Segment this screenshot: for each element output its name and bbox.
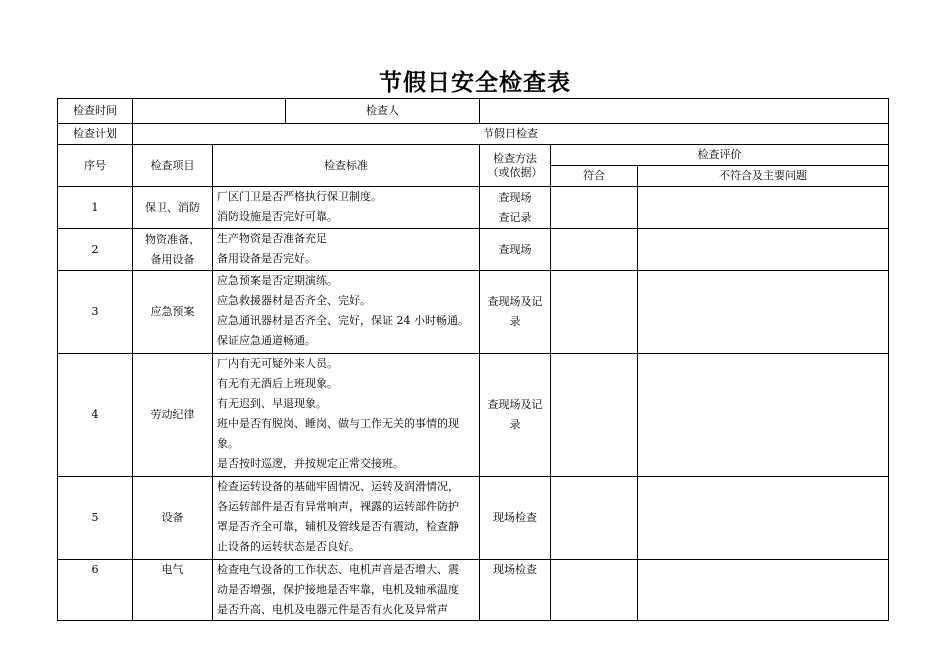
row-number: 3 (58, 271, 133, 354)
text-line: 保证应急通道畅通。 (217, 334, 316, 347)
text-line: 检查运转设备的基础牢固情况、运转及润滑情况， (217, 480, 459, 493)
text-line: 备用设备是否完好。 (217, 252, 316, 265)
text-line: 查现场 (498, 190, 532, 204)
text-line: 设备 (161, 511, 184, 524)
row-conform-cell[interactable] (551, 187, 638, 229)
text-line: 备用设备 (150, 252, 195, 266)
row-conform-cell[interactable] (551, 229, 638, 271)
text-line: 象。 (217, 437, 239, 450)
row-standard (213, 354, 480, 477)
text-line: 罩是否齐全可靠，辅机及管线是否有震动，检查静 (217, 520, 459, 533)
header-standard: 检查标准 (213, 145, 480, 187)
row-standard (213, 560, 480, 621)
row-nonconform-cell[interactable] (638, 271, 889, 354)
text-line: 应急救援器材是否齐全、完好。 (217, 294, 371, 307)
row-method (480, 560, 551, 621)
table-row (58, 560, 889, 621)
plan-label: 检查计划 (58, 124, 133, 145)
table-row (58, 187, 889, 229)
table-row (58, 477, 889, 560)
text-line: 录 (509, 418, 521, 431)
text-line: 物资准备、 (145, 232, 200, 246)
row-number: 4 (58, 354, 133, 477)
text-line: 应急预案 (150, 305, 195, 318)
info-row-time (58, 99, 889, 124)
header-evaluation: 检查评价 (551, 145, 889, 166)
text-line: 查现场 (498, 242, 532, 256)
text-line: 消防设施是否完好可靠。 (217, 210, 338, 223)
text-line: 应急预案是否定期演练。 (217, 274, 338, 287)
header-conform: 符合 (551, 166, 638, 187)
text-line: 动是否增强，保护接地是否牢靠，电机及轴承温度 (217, 583, 459, 596)
text-line: 保卫、消防 (145, 200, 200, 214)
text-line: 班中是否有脱岗、睡岗、做与工作无关的事情的现 (217, 417, 459, 430)
inspection-table (57, 98, 889, 621)
row-item (133, 477, 213, 560)
plan-value: 节假日检查 (133, 124, 889, 145)
time-value[interactable] (133, 99, 286, 124)
row-method (480, 271, 551, 354)
text-line: 有无迟到、早退现象。 (217, 397, 327, 410)
text-line: 是否按时巡逻，并按规定正常交接班。 (217, 457, 404, 470)
text-line: 是否升高、电机及电器元件是否有火化及异常声 (217, 603, 448, 616)
table-row (58, 229, 889, 271)
text-line: 各运转部件是否有异常响声，裸露的运转部件防护 (217, 500, 459, 513)
text-line: 查现场及记 (487, 398, 543, 411)
row-method (480, 354, 551, 477)
row-nonconform-cell[interactable] (638, 354, 889, 477)
text-line: 应急通讯器材是否齐全、完好，保证 24 小时畅通。 (217, 314, 469, 327)
header-nonconform: 不符合及主要问题 (638, 166, 889, 187)
row-method (480, 187, 551, 229)
row-item (133, 271, 213, 354)
table-row (58, 271, 889, 354)
row-item (133, 560, 213, 621)
row-item (133, 187, 213, 229)
header-item: 检查项目 (133, 145, 213, 187)
text-line: 厂区门卫是否严格执行保卫制度。 (217, 190, 382, 203)
text-line: 录 (509, 315, 521, 328)
row-item (133, 354, 213, 477)
info-row-plan (58, 124, 889, 145)
header-no: 序号 (58, 145, 133, 187)
row-standard (213, 229, 480, 271)
text-line: 现场检查 (493, 511, 537, 524)
header-method-line1: 检查方法 (493, 151, 537, 165)
table-body (58, 187, 889, 621)
inspector-label: 检查人 (286, 99, 480, 124)
row-number: 5 (58, 477, 133, 560)
text-line: 劳动纪律 (150, 408, 195, 421)
text-line: 厂内有无可疑外来人员。 (217, 357, 338, 370)
table-row (58, 354, 889, 477)
row-conform-cell[interactable] (551, 271, 638, 354)
row-method (480, 477, 551, 560)
row-standard (213, 271, 480, 354)
text-line: 查记录 (498, 210, 532, 224)
row-conform-cell[interactable] (551, 560, 638, 621)
row-conform-cell[interactable] (551, 354, 638, 477)
row-nonconform-cell[interactable] (638, 187, 889, 229)
text-line: 现场检查 (493, 563, 537, 576)
row-number: 1 (58, 187, 133, 229)
row-nonconform-cell[interactable] (638, 229, 889, 271)
time-label: 检查时间 (58, 99, 133, 124)
text-line: 检查电气设备的工作状态、电机声音是否增大、震 (217, 563, 459, 576)
text-line: 有无有无酒后上班现象。 (217, 377, 338, 390)
header-method (480, 145, 551, 187)
row-standard (213, 187, 480, 229)
row-conform-cell[interactable] (551, 477, 638, 560)
row-item (133, 229, 213, 271)
row-nonconform-cell[interactable] (638, 477, 889, 560)
text-line: 查现场及记 (487, 295, 543, 308)
row-standard (213, 477, 480, 560)
row-method (480, 229, 551, 271)
text-line: 止设备的运转状态是否良好。 (217, 540, 360, 553)
text-line: 生产物资是否准备充足 (217, 232, 327, 245)
inspector-value[interactable] (480, 99, 889, 124)
text-line: 电气 (161, 563, 184, 576)
header-method-line2: （或依据） (487, 165, 543, 179)
row-number: 2 (58, 229, 133, 271)
row-nonconform-cell[interactable] (638, 560, 889, 621)
page-title: 节假日安全检查表 (379, 70, 571, 96)
row-number: 6 (58, 560, 133, 621)
header-row (58, 145, 889, 166)
